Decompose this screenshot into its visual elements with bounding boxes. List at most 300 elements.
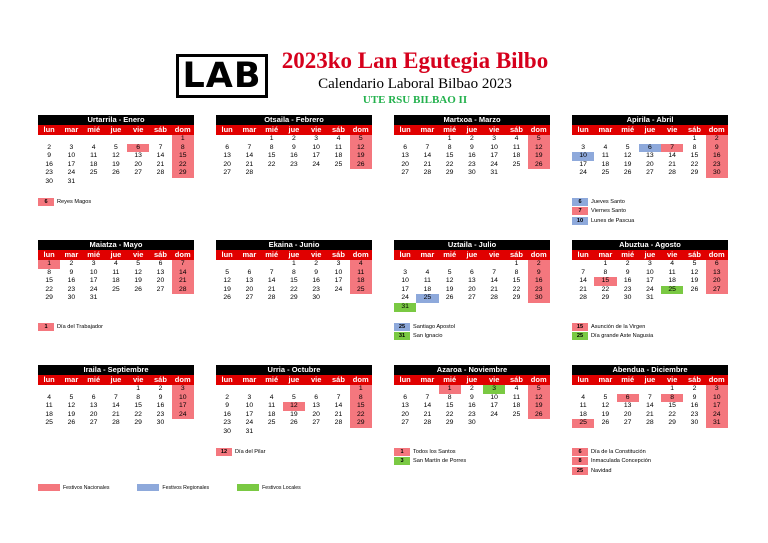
day-cell: 10 xyxy=(490,393,498,401)
day-cell: 28 xyxy=(490,294,498,302)
day-cell: 2 xyxy=(292,135,296,142)
holiday-day-badge: 15 xyxy=(572,323,588,331)
holiday-list xyxy=(572,197,752,226)
day-cell: 20 xyxy=(646,160,654,168)
day-cell: 26 xyxy=(67,419,76,427)
holiday-item xyxy=(572,447,752,457)
weekday-label: lun xyxy=(43,125,55,134)
day-cell: 23 xyxy=(223,419,231,427)
weekday-header xyxy=(394,375,550,385)
page-title: 2023ko Lan Egutegia Bilbo xyxy=(281,48,549,73)
day-cell: 30 xyxy=(67,294,76,302)
holiday-label: Lunes de Pascua xyxy=(591,217,635,224)
month-calendar xyxy=(38,240,194,303)
day-cell: 27 xyxy=(646,169,654,177)
day-cell: 10 xyxy=(706,394,728,403)
day-cell: 30 xyxy=(156,419,165,427)
holiday-label: Jueves Santo xyxy=(591,198,625,205)
day-cell: 29 xyxy=(134,419,142,427)
weekday-label: mar xyxy=(420,125,435,134)
day-cell: 12 xyxy=(223,277,231,285)
weekday-label: lun xyxy=(577,250,589,259)
month-calendar xyxy=(572,365,728,428)
weekday-label: jue xyxy=(644,125,656,134)
day-cell: 5 xyxy=(625,143,630,151)
day-cell: 30 xyxy=(45,177,53,185)
day-cell: 7 xyxy=(661,144,683,153)
day-cell: 25 xyxy=(45,419,53,427)
day-cell: 9 xyxy=(528,269,550,278)
day-cell: 23 xyxy=(468,160,476,168)
day-cell: 21 xyxy=(423,410,432,418)
weekday-label: mar xyxy=(598,375,613,384)
day-cell: 15 xyxy=(594,277,616,286)
day-cell: 2 xyxy=(470,385,474,392)
day-cell: 26 xyxy=(223,294,231,302)
day-cell: 30 xyxy=(690,419,699,427)
day-grid xyxy=(572,260,728,303)
day-cell: 13 xyxy=(156,268,165,276)
empty-cell xyxy=(238,385,260,394)
day-cell: 18 xyxy=(512,402,521,410)
day-cell: 10 xyxy=(89,268,98,276)
day-cell: 28 xyxy=(646,419,654,427)
day-cell: 19 xyxy=(134,277,142,285)
month-calendar xyxy=(394,115,550,178)
day-cell: 17 xyxy=(312,152,320,160)
holiday-day-badge: 7 xyxy=(572,207,588,215)
legend-label: Festivos Nacionales xyxy=(63,484,110,491)
day-cell: 16 xyxy=(623,277,632,285)
day-cell: 5 xyxy=(528,385,550,394)
day-cell: 3 xyxy=(336,260,341,267)
day-cell: 12 xyxy=(283,402,305,411)
day-cell: 6 xyxy=(314,393,319,401)
holiday-day-badge: 1 xyxy=(38,323,54,331)
day-cell: 16 xyxy=(312,277,320,285)
holiday-item xyxy=(38,322,218,332)
day-cell: 29 xyxy=(601,294,610,302)
day-cell: 10 xyxy=(67,152,76,160)
day-cell: 23 xyxy=(156,410,165,418)
weekday-header xyxy=(572,250,728,260)
day-cell: 27 xyxy=(706,286,728,295)
holiday-item xyxy=(394,332,574,342)
day-cell: 20 xyxy=(156,277,165,285)
day-cell: 7 xyxy=(114,393,118,401)
weekday-label: lun xyxy=(43,375,55,384)
weekday-label: mié xyxy=(443,125,457,134)
holiday-item xyxy=(572,457,752,467)
holiday-label: Día grande Aste Nagusia xyxy=(591,333,654,340)
day-cell: 25 xyxy=(416,294,438,303)
day-cell: 15 xyxy=(290,277,298,285)
day-cell: 17 xyxy=(334,277,343,285)
weekday-label: vie xyxy=(132,125,144,134)
day-cell: 1 xyxy=(439,385,461,394)
holiday-list xyxy=(572,447,752,476)
day-cell: 31 xyxy=(67,177,76,185)
day-cell: 25 xyxy=(512,160,521,168)
day-cell: 26 xyxy=(601,419,610,427)
weekday-label: lun xyxy=(221,375,233,384)
weekday-label: sáb xyxy=(687,125,701,134)
day-cell: 13 xyxy=(401,402,409,410)
day-cell: 18 xyxy=(601,160,610,168)
day-cell: 1 xyxy=(447,135,452,142)
day-cell: 23 xyxy=(528,286,550,295)
day-grid xyxy=(38,385,194,428)
day-cell: 16 xyxy=(468,402,476,410)
weekday-label: sáb xyxy=(687,250,701,259)
weekday-label: dom xyxy=(530,125,547,134)
page-subtitle: Calendario Laboral Bilbao 2023 xyxy=(318,76,512,92)
day-cell: 19 xyxy=(528,152,550,161)
empty-cell xyxy=(394,260,416,269)
weekday-header xyxy=(394,125,550,135)
day-cell: 7 xyxy=(172,260,194,269)
weekday-label: jue xyxy=(466,250,478,259)
day-cell: 15 xyxy=(172,152,194,161)
weekday-label: dom xyxy=(530,375,547,384)
day-cell: 18 xyxy=(668,277,676,285)
lab-logo: LAB xyxy=(176,54,268,98)
day-cell: 6 xyxy=(91,393,96,401)
day-cell: 13 xyxy=(245,277,254,285)
day-cell: 21 xyxy=(172,277,194,286)
day-cell: 23 xyxy=(312,285,320,293)
day-cell: 10 xyxy=(312,143,320,151)
weekday-label: jue xyxy=(288,125,300,134)
empty-cell xyxy=(216,260,238,269)
day-cell: 16 xyxy=(690,402,699,410)
month-calendar xyxy=(216,240,372,303)
day-cell: 29 xyxy=(445,419,454,427)
weekday-label: sáb xyxy=(331,375,345,384)
day-cell: 1 xyxy=(670,385,675,392)
empty-cell xyxy=(261,385,283,394)
day-cell: 1 xyxy=(692,135,697,142)
day-cell: 23 xyxy=(623,285,632,293)
day-cell: 29 xyxy=(690,169,699,177)
month-title: Azaroa - Noviembre xyxy=(394,365,550,375)
day-cell: 13 xyxy=(312,402,320,410)
day-cell: 27 xyxy=(623,419,632,427)
empty-cell xyxy=(327,385,349,394)
day-cell: 28 xyxy=(112,419,120,427)
day-cell: 7 xyxy=(492,268,497,276)
day-cell: 4 xyxy=(581,393,586,401)
month-calendar xyxy=(572,115,728,178)
holiday-label: Día del Pilar xyxy=(235,448,266,455)
day-cell: 8 xyxy=(514,268,519,276)
month-calendar xyxy=(572,240,728,303)
day-cell: 17 xyxy=(490,402,498,410)
empty-cell xyxy=(149,135,171,144)
day-cell: 12 xyxy=(445,277,454,285)
weekday-label: sáb xyxy=(153,125,167,134)
day-cell: 9 xyxy=(314,268,319,276)
day-cell: 14 xyxy=(245,152,254,160)
day-cell: 22 xyxy=(267,160,276,168)
day-cell: 15 xyxy=(445,152,454,160)
day-cell: 13 xyxy=(468,277,476,285)
day-cell: 6 xyxy=(617,394,639,403)
day-cell: 5 xyxy=(603,393,608,401)
day-cell: 9 xyxy=(292,143,296,151)
day-cell: 21 xyxy=(267,285,276,293)
day-cell: 18 xyxy=(267,410,276,418)
weekday-label: mar xyxy=(598,125,613,134)
day-cell: 17 xyxy=(67,160,76,168)
empty-cell xyxy=(261,260,283,269)
empty-cell xyxy=(661,135,683,144)
holiday-day-badge: 6 xyxy=(38,198,54,206)
day-cell: 15 xyxy=(45,277,53,285)
day-cell: 25 xyxy=(334,160,343,168)
day-cell: 30 xyxy=(468,169,476,177)
day-cell: 13 xyxy=(623,402,632,410)
empty-cell xyxy=(83,135,105,144)
day-cell: 9 xyxy=(470,143,474,151)
day-cell: 5 xyxy=(692,260,697,267)
day-cell: 16 xyxy=(468,152,476,160)
holiday-label: Día de la Constitución xyxy=(591,448,646,455)
day-cell: 2 xyxy=(314,260,319,267)
day-cell: 13 xyxy=(89,402,98,410)
holiday-list xyxy=(394,447,574,466)
day-cell: 31 xyxy=(706,419,728,428)
month-title: Otsaila - Febrero xyxy=(216,115,372,125)
weekday-label: sáb xyxy=(331,250,345,259)
holiday-label: Día del Trabajador xyxy=(57,323,104,330)
weekday-label: sáb xyxy=(153,375,167,384)
holiday-day-badge: 25 xyxy=(572,467,588,475)
weekday-header xyxy=(38,125,194,135)
day-cell: 30 xyxy=(312,294,320,302)
day-cell: 23 xyxy=(290,160,298,168)
month-title: Urtarrila - Enero xyxy=(38,115,194,125)
weekday-header xyxy=(38,250,194,260)
holiday-label: Navidad xyxy=(591,467,612,474)
day-cell: 2 xyxy=(625,260,630,267)
day-cell: 1 xyxy=(269,135,274,142)
day-cell: 17 xyxy=(245,410,254,418)
day-cell: 2 xyxy=(158,385,163,392)
day-cell: 27 xyxy=(312,419,320,427)
month-title: Uztaila - Julio xyxy=(394,240,550,250)
empty-cell xyxy=(38,135,60,144)
day-cell: 12 xyxy=(112,152,120,160)
day-cell: 6 xyxy=(225,143,230,151)
day-cell: 11 xyxy=(268,402,276,410)
day-cell: 6 xyxy=(639,144,661,153)
day-cell: 6 xyxy=(247,268,252,276)
day-cell: 1 xyxy=(514,260,519,267)
day-cell: 11 xyxy=(334,143,342,151)
day-cell: 14 xyxy=(267,277,276,285)
day-cell: 24 xyxy=(89,285,98,293)
weekday-label: jue xyxy=(110,250,122,259)
day-cell: 20 xyxy=(312,410,320,418)
day-cell: 14 xyxy=(423,402,432,410)
empty-cell xyxy=(216,385,238,394)
weekday-header xyxy=(216,250,372,260)
day-cell: 8 xyxy=(269,143,274,151)
weekday-label: mar xyxy=(242,125,257,134)
weekday-label: vie xyxy=(666,250,678,259)
day-cell: 15 xyxy=(668,402,676,410)
day-cell: 15 xyxy=(350,402,372,411)
day-cell: 3 xyxy=(403,268,408,276)
day-cell: 11 xyxy=(512,143,520,151)
day-cell: 16 xyxy=(45,160,53,168)
day-cell: 20 xyxy=(468,285,476,293)
weekday-label: sáb xyxy=(509,125,523,134)
holiday-day-badge: 12 xyxy=(216,448,232,456)
day-cell: 12 xyxy=(67,402,76,410)
day-cell: 12 xyxy=(350,144,372,153)
empty-cell xyxy=(305,385,327,394)
day-cell: 17 xyxy=(490,152,498,160)
legend-swatch-national xyxy=(38,484,60,491)
day-cell: 16 xyxy=(223,410,231,418)
day-cell: 7 xyxy=(158,143,163,151)
day-cell: 19 xyxy=(601,410,610,418)
day-cell: 17 xyxy=(401,285,409,293)
empty-cell xyxy=(105,135,127,144)
day-cell: 11 xyxy=(112,268,120,276)
day-cell: 12 xyxy=(528,394,550,403)
holiday-list xyxy=(38,197,218,207)
weekday-label: mié xyxy=(443,375,457,384)
day-cell: 25 xyxy=(112,285,120,293)
day-cell: 19 xyxy=(445,285,454,293)
day-cell: 7 xyxy=(269,268,274,276)
empty-cell xyxy=(439,260,461,269)
weekday-header xyxy=(38,375,194,385)
empty-cell xyxy=(216,135,238,144)
empty-cell xyxy=(394,135,416,144)
holiday-day-badge: 25 xyxy=(394,323,410,331)
holiday-day-badge: 25 xyxy=(572,332,588,340)
day-cell: 9 xyxy=(158,393,163,401)
day-cell: 25 xyxy=(267,419,276,427)
day-cell: 27 xyxy=(468,294,476,302)
weekday-label: sáb xyxy=(331,125,345,134)
day-cell: 19 xyxy=(690,277,699,285)
weekday-label: vie xyxy=(488,250,500,259)
day-cell: 26 xyxy=(690,285,699,293)
empty-cell xyxy=(60,385,82,394)
holiday-label: San Martín de Porres xyxy=(413,458,467,465)
legend-swatch-local xyxy=(237,484,259,491)
holiday-item xyxy=(572,207,752,217)
weekday-label: mié xyxy=(443,250,457,259)
weekday-label: dom xyxy=(174,125,191,134)
day-cell: 28 xyxy=(267,294,276,302)
weekday-label: mar xyxy=(598,250,613,259)
day-cell: 24 xyxy=(579,169,587,177)
day-cell: 25 xyxy=(512,410,521,418)
weekday-header xyxy=(572,375,728,385)
weekday-label: vie xyxy=(666,375,678,384)
day-cell: 4 xyxy=(350,260,372,269)
weekday-label: vie xyxy=(488,375,500,384)
day-cell: 10 xyxy=(334,268,343,276)
weekday-label: lun xyxy=(577,375,589,384)
day-cell: 1 xyxy=(136,385,141,392)
unit-label: UTE RSU BILBAO II xyxy=(362,94,468,106)
day-grid xyxy=(572,135,728,178)
holiday-item xyxy=(394,322,574,332)
day-cell: 3 xyxy=(492,135,497,142)
day-cell: 18 xyxy=(423,285,432,293)
day-cell: 30 xyxy=(223,427,231,435)
day-cell: 4 xyxy=(47,393,52,401)
day-cell: 8 xyxy=(350,394,372,403)
day-cell: 17 xyxy=(172,402,194,411)
day-cell: 27 xyxy=(401,419,409,427)
day-cell: 4 xyxy=(514,385,519,392)
weekday-label: mié xyxy=(621,375,635,384)
day-cell: 3 xyxy=(706,385,728,394)
weekday-label: sáb xyxy=(509,375,523,384)
day-cell: 3 xyxy=(247,393,252,401)
empty-cell xyxy=(572,385,594,394)
day-cell: 16 xyxy=(156,402,165,410)
legend-local xyxy=(237,484,301,491)
day-cell: 26 xyxy=(445,294,454,302)
day-grid xyxy=(572,385,728,428)
holiday-item xyxy=(38,197,218,207)
day-cell: 12 xyxy=(134,268,142,276)
weekday-label: dom xyxy=(174,375,191,384)
day-cell: 14 xyxy=(172,269,194,278)
day-cell: 31 xyxy=(490,169,498,177)
weekday-label: sáb xyxy=(153,250,167,259)
holiday-day-badge: 6 xyxy=(572,448,588,456)
day-cell: 27 xyxy=(156,285,165,293)
day-grid xyxy=(394,385,550,428)
day-cell: 13 xyxy=(706,269,728,278)
holiday-item xyxy=(572,466,752,476)
day-cell: 21 xyxy=(423,160,432,168)
day-cell: 20 xyxy=(401,410,409,418)
day-cell: 4 xyxy=(91,143,96,151)
holiday-day-badge: 6 xyxy=(572,198,588,206)
day-cell: 28 xyxy=(423,419,432,427)
empty-cell xyxy=(572,260,594,269)
day-cell: 13 xyxy=(223,152,231,160)
empty-cell xyxy=(60,135,82,144)
legend xyxy=(38,484,329,491)
day-cell: 21 xyxy=(646,410,654,418)
day-cell: 9 xyxy=(625,268,630,276)
empty-cell xyxy=(639,385,661,394)
day-cell: 2 xyxy=(528,260,550,269)
day-cell: 22 xyxy=(290,285,298,293)
weekday-label: lun xyxy=(399,125,411,134)
weekday-label: mié xyxy=(621,125,635,134)
day-cell: 25 xyxy=(89,169,98,177)
day-cell: 5 xyxy=(114,143,118,151)
weekday-label: jue xyxy=(288,375,300,384)
day-cell: 16 xyxy=(528,277,550,286)
empty-cell xyxy=(105,385,127,394)
day-grid xyxy=(394,135,550,178)
day-cell: 8 xyxy=(447,393,452,401)
